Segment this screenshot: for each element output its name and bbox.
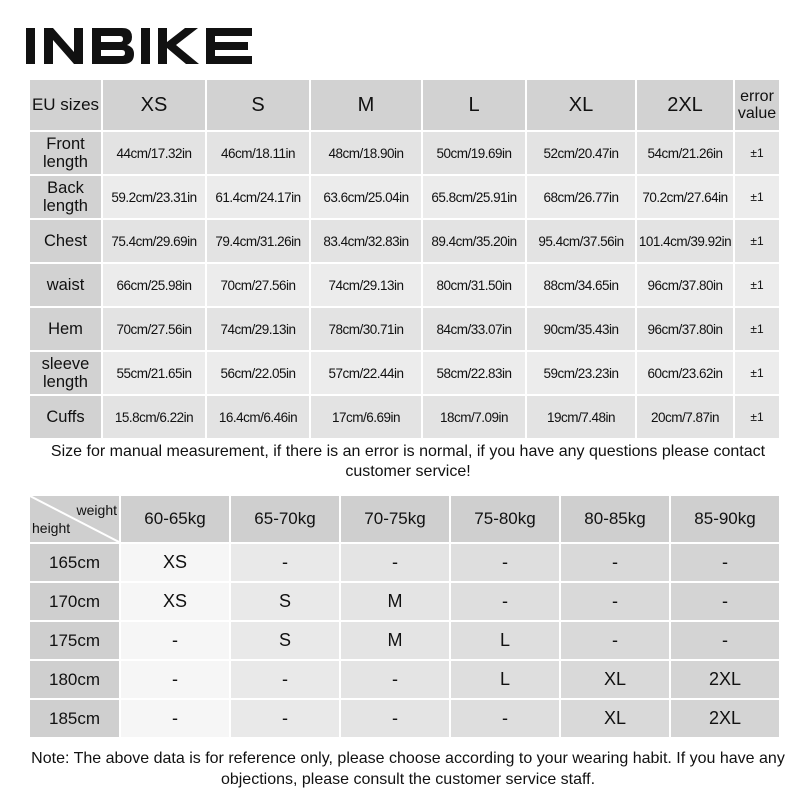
- measurement-value: 75.4cm/29.69in: [102, 219, 206, 263]
- measurement-value: 15.8cm/6.22in: [102, 395, 206, 439]
- weight-header-0: 60-65kg: [120, 496, 230, 543]
- recommended-size: XS: [120, 582, 230, 621]
- recommended-size: 2XL: [670, 660, 780, 699]
- recommended-size: -: [560, 582, 670, 621]
- recommended-size: -: [120, 699, 230, 738]
- measurement-value: 96cm/37.80in: [636, 307, 734, 351]
- size-table-row: [30, 351, 780, 395]
- measurement-value: 101.4cm/39.92in: [636, 219, 734, 263]
- measurement-value: 59cm/23.23in: [526, 351, 636, 395]
- size-table-header: [30, 80, 780, 131]
- size-header-m: M: [310, 80, 422, 131]
- size-table-row: [30, 395, 780, 439]
- measurement-value: 89.4cm/35.20in: [422, 219, 526, 263]
- measurement-value: 74cm/29.13in: [206, 307, 310, 351]
- height-row: [30, 543, 780, 582]
- measurement-value: 65.8cm/25.91in: [422, 175, 526, 219]
- height-weight-table: [30, 496, 781, 739]
- error-value-header: error value: [734, 80, 780, 131]
- recommended-size: L: [450, 621, 560, 660]
- measurement-value: 44cm/17.32in: [102, 131, 206, 175]
- recommended-size: XL: [560, 660, 670, 699]
- measurement-value: 17cm/6.69in: [310, 395, 422, 439]
- measurement-value: 18cm/7.09in: [422, 395, 526, 439]
- corner-cell: [30, 496, 120, 543]
- weight-header-4: 80-85kg: [560, 496, 670, 543]
- height-row: [30, 699, 780, 738]
- measurement-value: 56cm/22.05in: [206, 351, 310, 395]
- measurement-value: 88cm/34.65in: [526, 263, 636, 307]
- error-value: ±1: [734, 175, 780, 219]
- measurement-value: 60cm/23.62in: [636, 351, 734, 395]
- size-table-row: [30, 131, 780, 175]
- measurement-label: Cuffs: [30, 395, 102, 439]
- measurement-value: 70cm/27.56in: [102, 307, 206, 351]
- recommended-size: XS: [120, 543, 230, 582]
- recommended-size: -: [120, 621, 230, 660]
- measurement-label: Front length: [30, 131, 102, 175]
- recommended-size: -: [230, 699, 340, 738]
- weight-header-5: 85-90kg: [670, 496, 780, 543]
- measurement-value: 63.6cm/25.04in: [310, 175, 422, 219]
- measurement-value: 61.4cm/24.17in: [206, 175, 310, 219]
- size-header-s: S: [206, 80, 310, 131]
- measurement-value: 54cm/21.26in: [636, 131, 734, 175]
- eu-sizes-header: EU sizes: [30, 80, 102, 131]
- recommended-size: -: [450, 543, 560, 582]
- recommended-size: -: [340, 699, 450, 738]
- size-table-row: [30, 307, 780, 351]
- measurement-value: 55cm/21.65in: [102, 351, 206, 395]
- height-row: [30, 621, 780, 660]
- recommended-size: -: [450, 699, 560, 738]
- measurement-value: 79.4cm/31.26in: [206, 219, 310, 263]
- measurement-value: 48cm/18.90in: [310, 131, 422, 175]
- weight-header-2: 70-75kg: [340, 496, 450, 543]
- measurement-value: 52cm/20.47in: [526, 131, 636, 175]
- measurement-label: Back length: [30, 175, 102, 219]
- error-value: ±1: [734, 351, 780, 395]
- recommended-size: M: [340, 582, 450, 621]
- weight-axis-label: weight: [76, 502, 117, 518]
- error-value: ±1: [734, 395, 780, 439]
- height-label: 175cm: [30, 621, 120, 660]
- measurement-value: 96cm/37.80in: [636, 263, 734, 307]
- measurement-value: 95.4cm/37.56in: [526, 219, 636, 263]
- error-value: ±1: [734, 263, 780, 307]
- size-header-xs: XS: [102, 80, 206, 131]
- measurement-value: 19cm/7.48in: [526, 395, 636, 439]
- measurement-value: 50cm/19.69in: [422, 131, 526, 175]
- recommended-size: S: [230, 621, 340, 660]
- manual-measurement-note: Size for manual measurement, if there is an error is normal, if you have any questions please contact customer service!: [50, 443, 766, 480]
- height-row: [30, 582, 780, 621]
- weight-header-3: 75-80kg: [450, 496, 560, 543]
- size-header-xl: XL: [526, 80, 636, 131]
- measurement-value: 70cm/27.56in: [206, 263, 310, 307]
- error-value: ±1: [734, 307, 780, 351]
- recommended-size: XL: [560, 699, 670, 738]
- size-table-row: [30, 175, 780, 219]
- recommended-size: -: [340, 660, 450, 699]
- recommended-size: M: [340, 621, 450, 660]
- measurement-value: 20cm/7.87in: [636, 395, 734, 439]
- recommended-size: -: [670, 582, 780, 621]
- height-weight-header: [30, 496, 780, 543]
- measurement-label: Hem: [30, 307, 102, 351]
- height-label: 180cm: [30, 660, 120, 699]
- measurement-value: 46cm/18.11in: [206, 131, 310, 175]
- measurement-label: Chest: [30, 219, 102, 263]
- size-table: [30, 80, 781, 440]
- recommended-size: -: [230, 660, 340, 699]
- height-label: 165cm: [30, 543, 120, 582]
- measurement-value: 83.4cm/32.83in: [310, 219, 422, 263]
- size-table-row: [30, 219, 780, 263]
- recommended-size: -: [560, 543, 670, 582]
- error-value: ±1: [734, 219, 780, 263]
- measurement-value: 80cm/31.50in: [422, 263, 526, 307]
- height-row: [30, 660, 780, 699]
- recommended-size: L: [450, 660, 560, 699]
- recommended-size: -: [120, 660, 230, 699]
- measurement-label: sleeve length: [30, 351, 102, 395]
- measurement-label: waist: [30, 263, 102, 307]
- error-value: ±1: [734, 131, 780, 175]
- size-header-2xl: 2XL: [636, 80, 734, 131]
- recommended-size: S: [230, 582, 340, 621]
- measurement-value: 74cm/29.13in: [310, 263, 422, 307]
- size-header-l: L: [422, 80, 526, 131]
- measurement-value: 70.2cm/27.64in: [636, 175, 734, 219]
- measurement-value: 66cm/25.98in: [102, 263, 206, 307]
- measurement-value: 78cm/30.71in: [310, 307, 422, 351]
- brand-logo: [26, 24, 254, 68]
- measurement-value: 57cm/22.44in: [310, 351, 422, 395]
- recommended-size: -: [340, 543, 450, 582]
- measurement-value: 68cm/26.77in: [526, 175, 636, 219]
- footer-note: Note: The above data is for reference only, please choose according to your wearing habit. If you have any objections, please consult the customer service staff.: [31, 750, 785, 788]
- recommended-size: 2XL: [670, 699, 780, 738]
- measurement-value: 59.2cm/23.31in: [102, 175, 206, 219]
- recommended-size: -: [670, 621, 780, 660]
- height-label: 170cm: [30, 582, 120, 621]
- measurement-value: 84cm/33.07in: [422, 307, 526, 351]
- recommended-size: -: [560, 621, 670, 660]
- recommended-size: -: [450, 582, 560, 621]
- measurement-value: 58cm/22.83in: [422, 351, 526, 395]
- height-axis-label: height: [32, 520, 71, 536]
- height-label: 185cm: [30, 699, 120, 738]
- measurement-value: 90cm/35.43in: [526, 307, 636, 351]
- recommended-size: -: [670, 543, 780, 582]
- recommended-size: -: [230, 543, 340, 582]
- weight-header-1: 65-70kg: [230, 496, 340, 543]
- size-table-row: [30, 263, 780, 307]
- measurement-value: 16.4cm/6.46in: [206, 395, 310, 439]
